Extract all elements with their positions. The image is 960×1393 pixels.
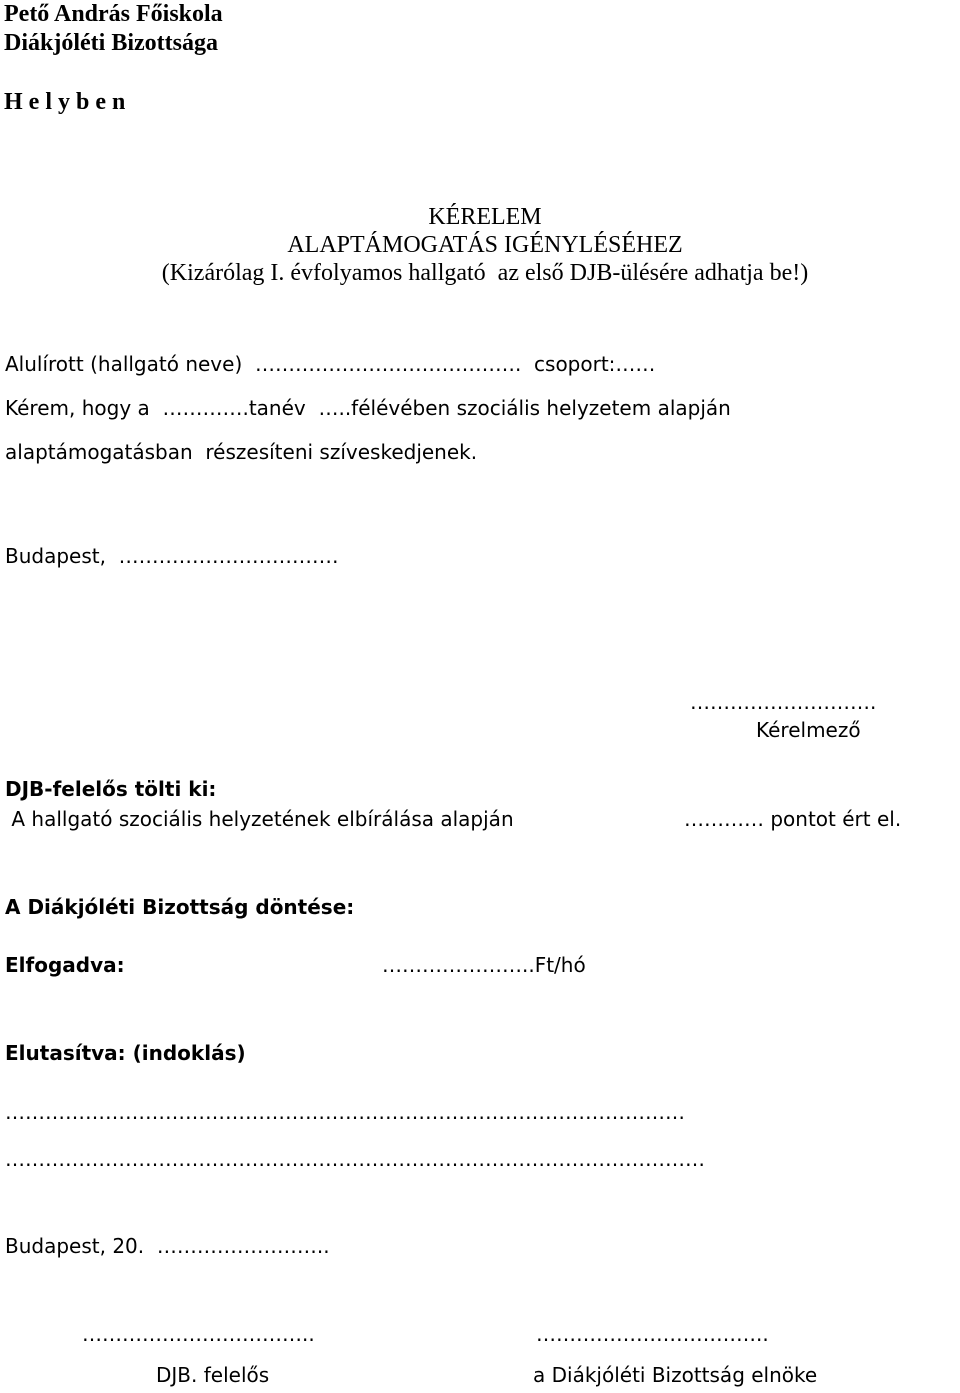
djb-assessment-text: A hallgató szociális helyzetének elbírálása alapján bbox=[5, 807, 514, 831]
doc-note: (Kizárólag I. évfolyamos hallgató az első DJB-ülésére adhatja be!) bbox=[161, 260, 809, 286]
applicant-signature-dots: ………………………. bbox=[690, 690, 877, 714]
djb-officer-signature-dots: …………………………….. bbox=[82, 1322, 315, 1346]
date-place-line: Budapest, …………………………… bbox=[5, 544, 339, 568]
request-line-continued: alaptámogatásban részesíteni szíveskedjenek. bbox=[5, 440, 478, 464]
rejection-reason-line-2: …………………………………………………………………………………………… bbox=[5, 1147, 705, 1171]
rejection-reason-line-1: ………………………………………………………………………………………… bbox=[5, 1100, 685, 1124]
org-name: Pető András Főiskola bbox=[4, 1, 223, 27]
footer-date-line: Budapest, 20. …………………….. bbox=[5, 1234, 330, 1258]
chair-signature-label: a Diákjóléti Bizottság elnöke bbox=[533, 1363, 818, 1387]
djb-points-line: ………… pontot ért el. bbox=[684, 807, 902, 831]
recipient-helyben: H e l y b e n bbox=[4, 89, 126, 115]
rejected-label: Elutasítva: (indoklás) bbox=[5, 1041, 246, 1065]
doc-subtitle: ALAPTÁMOGATÁS IGÉNYLÉSÉHEZ bbox=[287, 232, 683, 258]
djb-officer-signature-label: DJB. felelős bbox=[156, 1363, 270, 1387]
chair-signature-dots: …………………………….. bbox=[536, 1322, 769, 1346]
accepted-label: Elfogadva: bbox=[5, 953, 125, 977]
djb-section-heading: DJB-felelős tölti ki: bbox=[5, 777, 217, 801]
decision-heading: A Diákjóléti Bizottság döntése: bbox=[5, 895, 355, 919]
request-line: Kérem, hogy a ………….tanév …..félévében szociális helyzetem alapján bbox=[5, 396, 731, 420]
applicant-signature-label: Kérelmező bbox=[756, 718, 861, 742]
org-committee: Diákjóléti Bizottsága bbox=[4, 30, 218, 56]
doc-title: KÉRELEM bbox=[428, 204, 542, 230]
accepted-amount-line: …………………..Ft/hó bbox=[382, 953, 586, 977]
applicant-name-line: Alulírott (hallgató neve) …………………………………. csoport:…… bbox=[5, 352, 656, 376]
